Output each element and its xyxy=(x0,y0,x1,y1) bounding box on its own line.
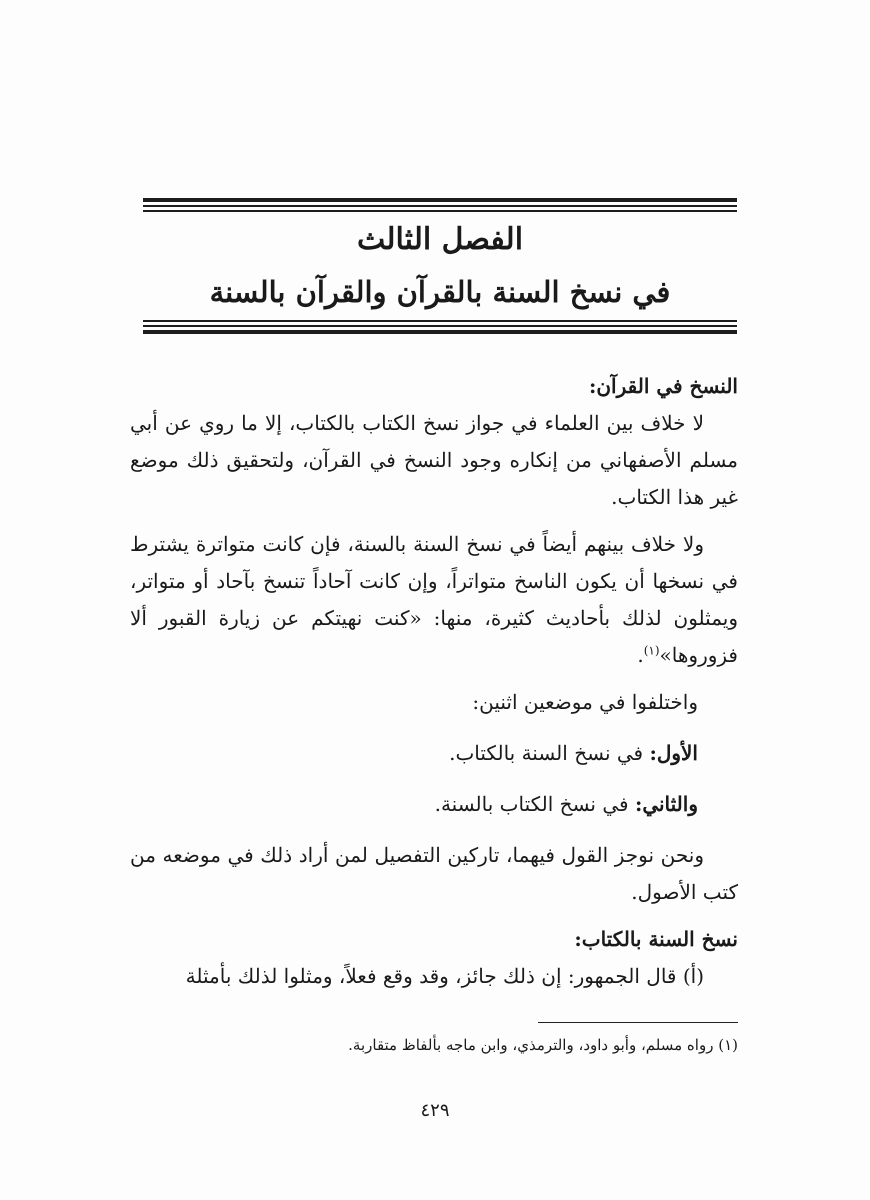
paragraph-summary: ونحن نوجز القول فيهما، تاركين التفصيل لمن أراد ذلك في موضعه من كتب الأصول. xyxy=(130,843,738,904)
page-number: ٤٢٩ xyxy=(420,1100,450,1121)
paragraph-scholars-consensus: لا خلاف بين العلماء في جواز نسخ الكتاب بالكتاب، إلا ما روي عن أبي مسلم الأصفهاني من إنكاره وجود النسخ في القرآن، ولتحقيق ذلك موضع غير هذا الكتاب. xyxy=(130,411,738,509)
paragraph-sunnah-text: ولا خلاف بينهم أيضاً في نسخ السنة بالسنة، فإن كانت متواترة يشترط في نسخها أن يكون الناسخ متواتراً، وإن كانت آحاداً تنسخ بآحاد أو متواتر، ويمثلون لذلك بأحاديث كثيرة، منها: «كنت نهيتكم عن زيارة القبور ألا فزوروها» xyxy=(130,532,738,667)
footnote-divider xyxy=(538,1022,738,1023)
footnote-text: (١) رواه مسلم، وأبو داود، والترمذي، وابن ماجه بألفاظ متقاربة. xyxy=(348,1036,738,1054)
bottom-double-rule xyxy=(143,320,737,337)
main-text xyxy=(130,368,738,1005)
first-text: في نسخ السنة بالكتاب. xyxy=(449,741,650,765)
paragraph-end-mark: . xyxy=(637,643,644,667)
chapter-subtitle: في نسخ السنة بالقرآن والقرآن بالسنة xyxy=(209,275,671,309)
footnote-reference[interactable]: (١) xyxy=(643,643,660,658)
paragraph-sunnah-by-sunnah xyxy=(130,526,738,674)
chapter-title: الفصل الثالث xyxy=(356,222,524,257)
section-heading-sunnah-by-book: نسخ السنة بالكتاب: xyxy=(574,927,738,951)
disagreement-intro: واختلفوا في موضعين اثنين: xyxy=(472,690,698,714)
second-label: والثاني: xyxy=(634,792,698,816)
list-item-first xyxy=(130,735,738,772)
second-text: في نسخ الكتاب بالسنة. xyxy=(434,792,635,816)
section-heading-quran-abrogation: النسخ في القرآن: xyxy=(588,374,738,398)
top-double-rule xyxy=(143,198,737,215)
list-item-second xyxy=(130,786,738,823)
paragraph-majority-view: (أ) قال الجمهور: إن ذلك جائز، وقد وقع فعلاً، ومثلوا لذلك بأمثلة xyxy=(185,964,704,988)
first-label: الأول: xyxy=(649,741,698,765)
